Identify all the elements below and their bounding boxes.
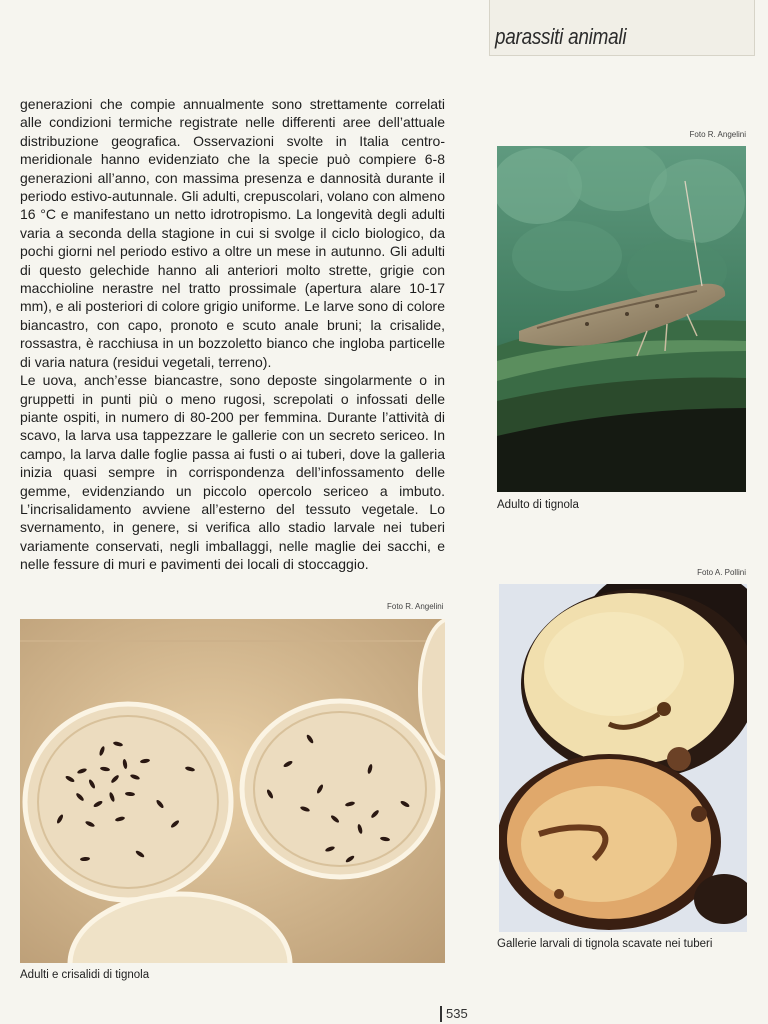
body-paragraph: Le uova, anch’esse biancastre, sono deposte singolarmente o in gruppetti in punti più o meno rugosi, screpolati o infossati delle piante ospiti, in numero di 80-200 per femmina. Durante l’attività di scavo, la larva usa tappezzare le gallerie con un secreto sericeo. In campo, la larva dalle foglie passa ai fusti o ai tuberi, dove la galleria inizia quasi sempre in corrispondenza dell’infossamento delle gemme, evidenziando un piccolo opercolo sericeo a imbuto. L’incrisalidamento avviene all’esterno del tessuto vegetale. Lo svernamento, in genere, si verifica allo stadio larvale nei tuberi variamente conservati, negli imballaggi, nelle maglie dei sacchi, e nelle fessure di muri e pavimenti dei locali di stoccaggio.	[20, 372, 445, 573]
body-text	[20, 95, 445, 574]
page-number: 535	[440, 1006, 468, 1022]
petri-dish-photo	[20, 619, 445, 963]
photo-credit-tubers: Foto A. Pollini	[697, 568, 746, 577]
section-title: parassiti animali	[495, 24, 627, 49]
tubers-photo	[499, 584, 747, 932]
photo-credit-dishes: Foto R. Angelini	[387, 602, 444, 611]
moth-photo	[497, 146, 746, 492]
body-paragraph: generazioni che compie annualmente sono strettamente correlati alle condizioni termiche registrate nelle differenti aree dell’attuale distribuzione geografica. Osservazioni svolte in Italia centro-meridionale hanno evidenziato che la specie può compiere 6-8 generazioni all’anno, con massima presenza e dannosità durante il periodo estivo-autunnale. Gli adulti, crepuscolari, volano con almeno 16 °C e manifestano un netto idrotropismo. La longevità degli adulti varia a seconda della stagione in cui si svolge il ciclo biologico, da pochi giorni nel periodo estivo a oltre un mese in autunno. Gli adulti di questo gelechide hanno ali anteriori molto strette, grigie con macchioline nerastre nel tratto prossimale (apertura alare 10-17 mm), e ali posteriori di colore grigio uniforme. Le larve sono di colore biancastro, con capo, pronoto e scuto anale bruni; la crisalide, rossastra, è racchiusa in un bozzoletto bianco che ingloba particelle di varia natura (residui vegetali, terreno).	[20, 96, 445, 370]
caption-moth: Adulto di tignola	[497, 499, 579, 511]
photo-credit-moth: Foto R. Angelini	[689, 130, 746, 139]
caption-tubers: Gallerie larvali di tignola scavate nei tuberi	[497, 938, 713, 950]
caption-dishes: Adulti e crisalidi di tignola	[20, 969, 150, 981]
